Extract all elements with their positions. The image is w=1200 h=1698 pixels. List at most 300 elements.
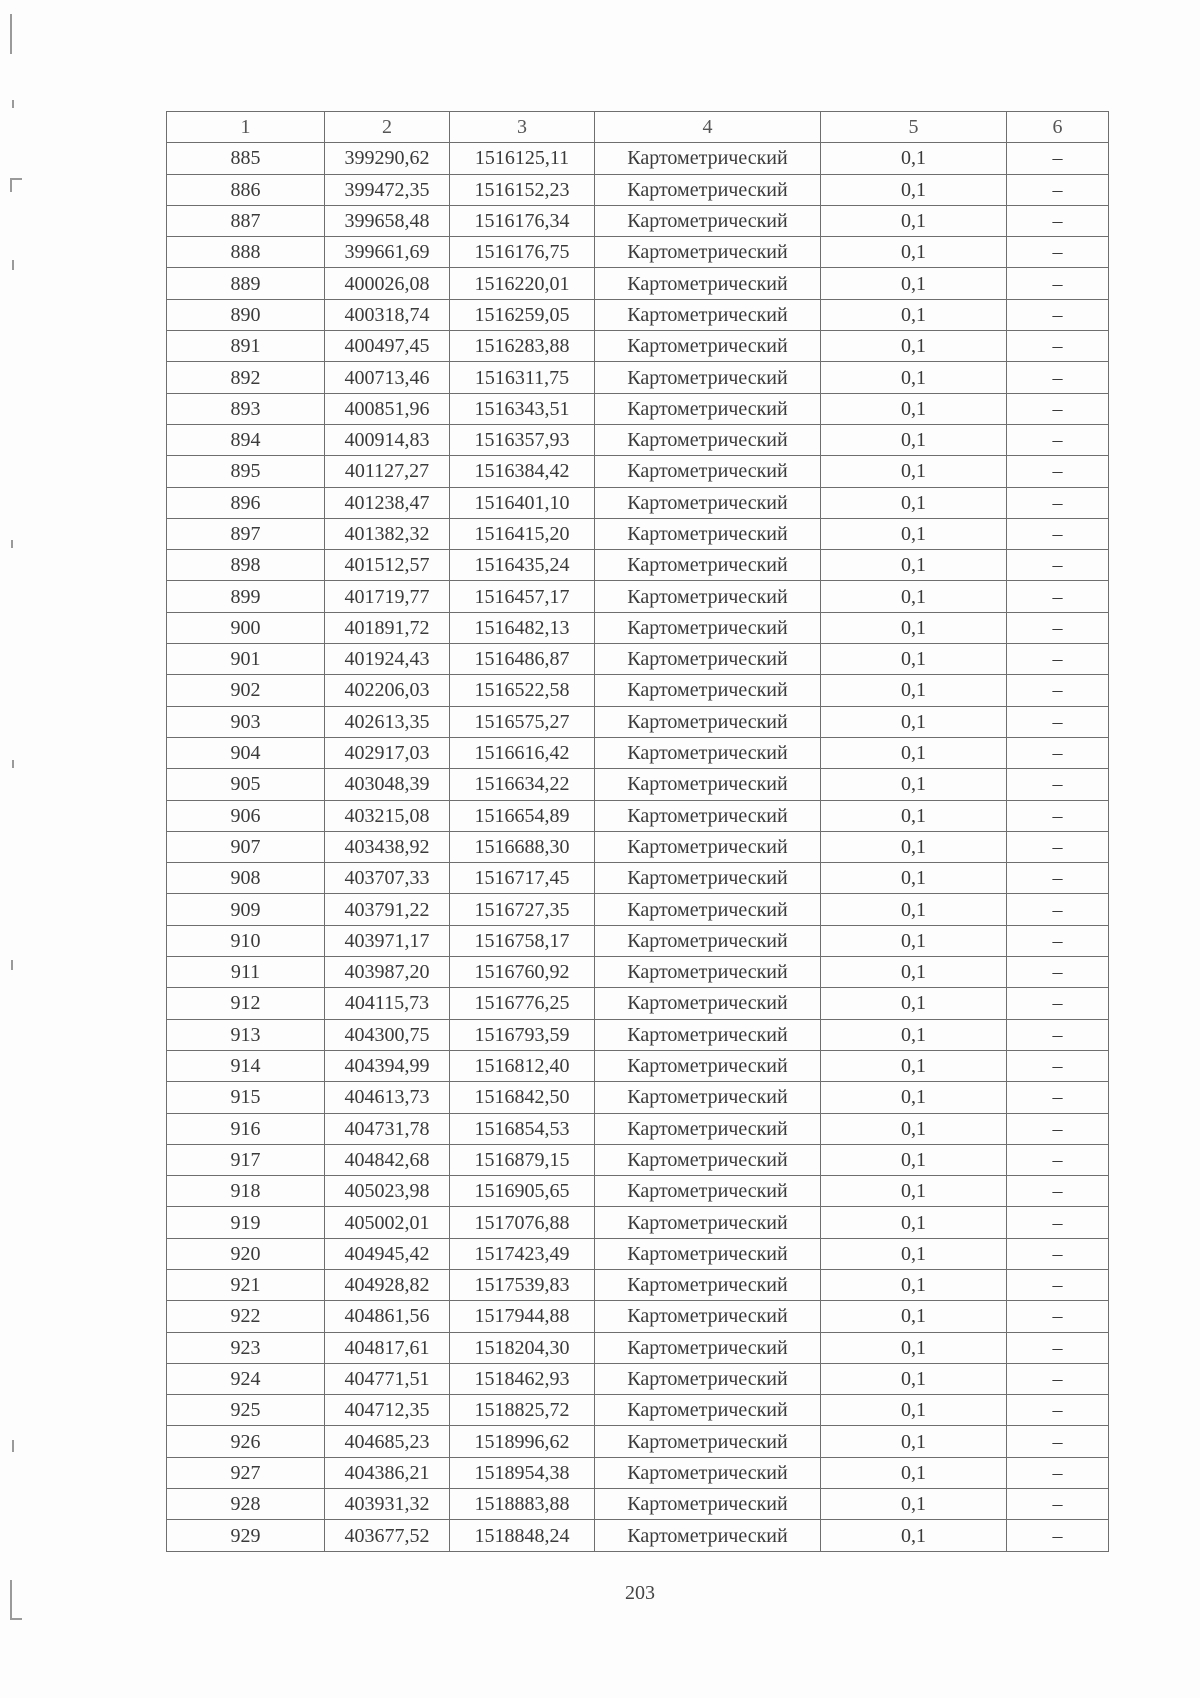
table-row — [167, 1207, 1109, 1238]
coordinate-x-cell: 404771,51 — [325, 1363, 450, 1394]
coordinate-y-cell: 1517423,49 — [450, 1238, 595, 1269]
point-number-cell: 900 — [167, 612, 325, 643]
coordinate-x-cell: 404817,61 — [325, 1332, 450, 1363]
method-cell: Картометрический — [595, 800, 821, 831]
coordinate-x-cell: 401924,43 — [325, 644, 450, 675]
table-row — [167, 550, 1109, 581]
coordinate-x-cell: 400318,74 — [325, 299, 450, 330]
coordinate-x-cell: 401512,57 — [325, 550, 450, 581]
point-number-cell: 917 — [167, 1144, 325, 1175]
accuracy-cell: 0,1 — [821, 612, 1007, 643]
table-row — [167, 331, 1109, 362]
accuracy-cell: 0,1 — [821, 769, 1007, 800]
coordinate-x-cell: 400713,46 — [325, 362, 450, 393]
note-cell: – — [1007, 644, 1109, 675]
coordinate-x-cell: 403438,92 — [325, 831, 450, 862]
point-number-cell: 908 — [167, 863, 325, 894]
accuracy-cell: 0,1 — [821, 925, 1007, 956]
point-number-cell: 921 — [167, 1269, 325, 1300]
table-row — [167, 237, 1109, 268]
coordinate-y-cell: 1516854,53 — [450, 1113, 595, 1144]
note-cell: – — [1007, 769, 1109, 800]
header-col-4: 4 — [595, 112, 821, 143]
table-row — [167, 925, 1109, 956]
note-cell: – — [1007, 1489, 1109, 1520]
method-cell: Картометрический — [595, 1520, 821, 1551]
coordinate-y-cell: 1516760,92 — [450, 957, 595, 988]
point-number-cell: 919 — [167, 1207, 325, 1238]
accuracy-cell: 0,1 — [821, 205, 1007, 236]
coordinate-x-cell: 403791,22 — [325, 894, 450, 925]
note-cell: – — [1007, 737, 1109, 768]
table-row — [167, 1113, 1109, 1144]
coordinate-x-cell: 404945,42 — [325, 1238, 450, 1269]
coordinate-y-cell: 1516401,10 — [450, 487, 595, 518]
table-row — [167, 487, 1109, 518]
coordinate-y-cell: 1517944,88 — [450, 1301, 595, 1332]
coordinate-x-cell: 403707,33 — [325, 863, 450, 894]
coordinate-y-cell: 1516688,30 — [450, 831, 595, 862]
coordinate-y-cell: 1516905,65 — [450, 1176, 595, 1207]
table-row — [167, 174, 1109, 205]
method-cell: Картометрический — [595, 988, 821, 1019]
method-cell: Картометрический — [595, 205, 821, 236]
note-cell: – — [1007, 1520, 1109, 1551]
table-row — [167, 143, 1109, 174]
method-cell: Картометрический — [595, 581, 821, 612]
coordinate-x-cell: 400914,83 — [325, 424, 450, 455]
note-cell: – — [1007, 362, 1109, 393]
accuracy-cell: 0,1 — [821, 1426, 1007, 1457]
point-number-cell: 888 — [167, 237, 325, 268]
coordinate-x-cell: 404928,82 — [325, 1269, 450, 1300]
point-number-cell: 925 — [167, 1395, 325, 1426]
accuracy-cell: 0,1 — [821, 299, 1007, 330]
table-row — [167, 1082, 1109, 1113]
coordinate-x-cell: 401127,27 — [325, 456, 450, 487]
note-cell: – — [1007, 1176, 1109, 1207]
accuracy-cell: 0,1 — [821, 456, 1007, 487]
table-row — [167, 1144, 1109, 1175]
coordinate-x-cell: 404712,35 — [325, 1395, 450, 1426]
accuracy-cell: 0,1 — [821, 143, 1007, 174]
method-cell: Картометрический — [595, 831, 821, 862]
table-row — [167, 1269, 1109, 1300]
method-cell: Картометрический — [595, 769, 821, 800]
coordinate-x-cell: 403971,17 — [325, 925, 450, 956]
coordinate-x-cell: 402613,35 — [325, 706, 450, 737]
table-row — [167, 831, 1109, 862]
accuracy-cell: 0,1 — [821, 894, 1007, 925]
table-row — [167, 1301, 1109, 1332]
note-cell: – — [1007, 1238, 1109, 1269]
point-number-cell: 914 — [167, 1050, 325, 1081]
coordinate-y-cell: 1516575,27 — [450, 706, 595, 737]
point-number-cell: 918 — [167, 1176, 325, 1207]
point-number-cell: 907 — [167, 831, 325, 862]
method-cell: Картометрический — [595, 1301, 821, 1332]
coordinate-x-cell: 399658,48 — [325, 205, 450, 236]
note-cell: – — [1007, 143, 1109, 174]
accuracy-cell: 0,1 — [821, 1082, 1007, 1113]
accuracy-cell: 0,1 — [821, 1269, 1007, 1300]
method-cell: Картометрический — [595, 1363, 821, 1394]
table-row — [167, 800, 1109, 831]
table-row — [167, 424, 1109, 455]
coordinate-x-cell: 404861,56 — [325, 1301, 450, 1332]
coordinate-x-cell: 405002,01 — [325, 1207, 450, 1238]
method-cell: Картометрический — [595, 424, 821, 455]
method-cell: Картометрический — [595, 737, 821, 768]
table-row — [167, 268, 1109, 299]
accuracy-cell: 0,1 — [821, 675, 1007, 706]
accuracy-cell: 0,1 — [821, 1113, 1007, 1144]
accuracy-cell: 0,1 — [821, 1207, 1007, 1238]
table-row — [167, 1363, 1109, 1394]
point-number-cell: 915 — [167, 1082, 325, 1113]
note-cell: – — [1007, 706, 1109, 737]
point-number-cell: 895 — [167, 456, 325, 487]
header-col-5: 5 — [821, 112, 1007, 143]
accuracy-cell: 0,1 — [821, 1332, 1007, 1363]
point-number-cell: 892 — [167, 362, 325, 393]
point-number-cell: 927 — [167, 1457, 325, 1488]
coordinate-y-cell: 1516486,87 — [450, 644, 595, 675]
method-cell: Картометрический — [595, 1489, 821, 1520]
header-col-6: 6 — [1007, 112, 1109, 143]
accuracy-cell: 0,1 — [821, 1363, 1007, 1394]
note-cell: – — [1007, 894, 1109, 925]
coordinate-y-cell: 1518883,88 — [450, 1489, 595, 1520]
method-cell: Картометрический — [595, 331, 821, 362]
accuracy-cell: 0,1 — [821, 268, 1007, 299]
note-cell: – — [1007, 1050, 1109, 1081]
accuracy-cell: 0,1 — [821, 331, 1007, 362]
coordinate-y-cell: 1518825,72 — [450, 1395, 595, 1426]
coordinate-x-cell: 404386,21 — [325, 1457, 450, 1488]
page-number: 203 — [625, 1582, 655, 1604]
method-cell: Картометрический — [595, 1144, 821, 1175]
accuracy-cell: 0,1 — [821, 831, 1007, 862]
note-cell: – — [1007, 331, 1109, 362]
coordinate-x-cell: 399472,35 — [325, 174, 450, 205]
point-number-cell: 916 — [167, 1113, 325, 1144]
coordinate-y-cell: 1518848,24 — [450, 1520, 595, 1551]
coordinate-y-cell: 1518204,30 — [450, 1332, 595, 1363]
method-cell: Картометрический — [595, 1457, 821, 1488]
table-body — [167, 143, 1109, 1551]
accuracy-cell: 0,1 — [821, 550, 1007, 581]
coordinates-table — [166, 111, 1109, 1552]
coordinate-x-cell: 400497,45 — [325, 331, 450, 362]
coordinate-y-cell: 1516776,25 — [450, 988, 595, 1019]
coordinate-x-cell: 404394,99 — [325, 1050, 450, 1081]
accuracy-cell: 0,1 — [821, 487, 1007, 518]
point-number-cell: 896 — [167, 487, 325, 518]
coordinate-x-cell: 402917,03 — [325, 737, 450, 768]
point-number-cell: 894 — [167, 424, 325, 455]
note-cell: – — [1007, 518, 1109, 549]
table-row — [167, 1520, 1109, 1551]
table-row — [167, 737, 1109, 768]
table-row — [167, 1176, 1109, 1207]
coordinate-x-cell: 399290,62 — [325, 143, 450, 174]
coordinate-y-cell: 1516125,11 — [450, 143, 595, 174]
method-cell: Картометрический — [595, 644, 821, 675]
coordinate-x-cell: 404115,73 — [325, 988, 450, 1019]
coordinate-y-cell: 1516727,35 — [450, 894, 595, 925]
accuracy-cell: 0,1 — [821, 1520, 1007, 1551]
table-row — [167, 863, 1109, 894]
table-row — [167, 1395, 1109, 1426]
coordinate-y-cell: 1516634,22 — [450, 769, 595, 800]
point-number-cell: 898 — [167, 550, 325, 581]
coordinate-y-cell: 1518954,38 — [450, 1457, 595, 1488]
coordinate-y-cell: 1516176,75 — [450, 237, 595, 268]
table-row — [167, 706, 1109, 737]
coordinate-y-cell: 1516758,17 — [450, 925, 595, 956]
coordinate-x-cell: 401238,47 — [325, 487, 450, 518]
coordinate-x-cell: 403987,20 — [325, 957, 450, 988]
accuracy-cell: 0,1 — [821, 1050, 1007, 1081]
point-number-cell: 899 — [167, 581, 325, 612]
method-cell: Картометрический — [595, 1082, 821, 1113]
table-row — [167, 1050, 1109, 1081]
point-number-cell: 904 — [167, 737, 325, 768]
accuracy-cell: 0,1 — [821, 1144, 1007, 1175]
accuracy-cell: 0,1 — [821, 362, 1007, 393]
note-cell: – — [1007, 1332, 1109, 1363]
point-number-cell: 911 — [167, 957, 325, 988]
note-cell: – — [1007, 268, 1109, 299]
point-number-cell: 926 — [167, 1426, 325, 1457]
coordinate-x-cell: 400851,96 — [325, 393, 450, 424]
accuracy-cell: 0,1 — [821, 1301, 1007, 1332]
note-cell: – — [1007, 1426, 1109, 1457]
coordinate-y-cell: 1516522,58 — [450, 675, 595, 706]
table-row — [167, 644, 1109, 675]
table-row — [167, 581, 1109, 612]
note-cell: – — [1007, 988, 1109, 1019]
coordinate-y-cell: 1516311,75 — [450, 362, 595, 393]
note-cell: – — [1007, 1082, 1109, 1113]
method-cell: Картометрический — [595, 957, 821, 988]
accuracy-cell: 0,1 — [821, 988, 1007, 1019]
coordinate-x-cell: 401382,32 — [325, 518, 450, 549]
coordinate-x-cell: 404731,78 — [325, 1113, 450, 1144]
coordinate-y-cell: 1516384,42 — [450, 456, 595, 487]
point-number-cell: 913 — [167, 1019, 325, 1050]
table-row — [167, 675, 1109, 706]
accuracy-cell: 0,1 — [821, 1238, 1007, 1269]
header-col-3: 3 — [450, 112, 595, 143]
note-cell: – — [1007, 612, 1109, 643]
coordinate-y-cell: 1516259,05 — [450, 299, 595, 330]
coordinate-x-cell: 403048,39 — [325, 769, 450, 800]
point-number-cell: 890 — [167, 299, 325, 330]
method-cell: Картометрический — [595, 237, 821, 268]
point-number-cell: 889 — [167, 268, 325, 299]
method-cell: Картометрический — [595, 894, 821, 925]
coordinate-y-cell: 1516482,13 — [450, 612, 595, 643]
point-number-cell: 891 — [167, 331, 325, 362]
coordinate-y-cell: 1516717,45 — [450, 863, 595, 894]
note-cell: – — [1007, 1395, 1109, 1426]
header-col-1: 1 — [167, 112, 325, 143]
accuracy-cell: 0,1 — [821, 393, 1007, 424]
method-cell: Картометрический — [595, 518, 821, 549]
accuracy-cell: 0,1 — [821, 518, 1007, 549]
coordinate-y-cell: 1516616,42 — [450, 737, 595, 768]
note-cell: – — [1007, 205, 1109, 236]
note-cell: – — [1007, 393, 1109, 424]
coordinate-x-cell: 401719,77 — [325, 581, 450, 612]
method-cell: Картометрический — [595, 1050, 821, 1081]
note-cell: – — [1007, 581, 1109, 612]
coordinate-x-cell: 403215,08 — [325, 800, 450, 831]
coordinate-y-cell: 1516842,50 — [450, 1082, 595, 1113]
accuracy-cell: 0,1 — [821, 581, 1007, 612]
point-number-cell: 920 — [167, 1238, 325, 1269]
accuracy-cell: 0,1 — [821, 174, 1007, 205]
coordinate-x-cell: 403677,52 — [325, 1520, 450, 1551]
note-cell: – — [1007, 675, 1109, 706]
coordinate-y-cell: 1516654,89 — [450, 800, 595, 831]
note-cell: – — [1007, 424, 1109, 455]
table-row — [167, 1457, 1109, 1488]
point-number-cell: 885 — [167, 143, 325, 174]
coordinate-x-cell: 404300,75 — [325, 1019, 450, 1050]
coordinate-x-cell: 403931,32 — [325, 1489, 450, 1520]
method-cell: Картометрический — [595, 1395, 821, 1426]
table-row — [167, 205, 1109, 236]
accuracy-cell: 0,1 — [821, 237, 1007, 268]
note-cell: – — [1007, 1144, 1109, 1175]
method-cell: Картометрический — [595, 612, 821, 643]
coordinate-y-cell: 1516812,40 — [450, 1050, 595, 1081]
method-cell: Картометрический — [595, 174, 821, 205]
method-cell: Картометрический — [595, 1019, 821, 1050]
note-cell: – — [1007, 1269, 1109, 1300]
point-number-cell: 922 — [167, 1301, 325, 1332]
method-cell: Картометрический — [595, 268, 821, 299]
method-cell: Картометрический — [595, 1176, 821, 1207]
point-number-cell: 923 — [167, 1332, 325, 1363]
table-row — [167, 1019, 1109, 1050]
coordinate-y-cell: 1516457,17 — [450, 581, 595, 612]
coordinate-x-cell: 404842,68 — [325, 1144, 450, 1175]
accuracy-cell: 0,1 — [821, 1019, 1007, 1050]
coordinate-y-cell: 1516415,20 — [450, 518, 595, 549]
method-cell: Картометрический — [595, 1207, 821, 1238]
note-cell: – — [1007, 925, 1109, 956]
method-cell: Картометрический — [595, 925, 821, 956]
note-cell: – — [1007, 487, 1109, 518]
method-cell: Картометрический — [595, 863, 821, 894]
coordinate-y-cell: 1518462,93 — [450, 1363, 595, 1394]
method-cell: Картометрический — [595, 1238, 821, 1269]
table-row — [167, 769, 1109, 800]
accuracy-cell: 0,1 — [821, 424, 1007, 455]
accuracy-cell: 0,1 — [821, 1176, 1007, 1207]
method-cell: Картометрический — [595, 393, 821, 424]
table-row — [167, 1489, 1109, 1520]
point-number-cell: 924 — [167, 1363, 325, 1394]
accuracy-cell: 0,1 — [821, 737, 1007, 768]
coordinate-x-cell: 404613,73 — [325, 1082, 450, 1113]
coordinate-x-cell: 399661,69 — [325, 237, 450, 268]
method-cell: Картометрический — [595, 456, 821, 487]
table-row — [167, 393, 1109, 424]
method-cell: Картометрический — [595, 675, 821, 706]
accuracy-cell: 0,1 — [821, 957, 1007, 988]
point-number-cell: 910 — [167, 925, 325, 956]
note-cell: – — [1007, 1457, 1109, 1488]
note-cell: – — [1007, 237, 1109, 268]
coordinate-y-cell: 1516176,34 — [450, 205, 595, 236]
coordinate-x-cell: 402206,03 — [325, 675, 450, 706]
coordinate-y-cell: 1516343,51 — [450, 393, 595, 424]
coordinate-y-cell: 1516220,01 — [450, 268, 595, 299]
coordinate-y-cell: 1517076,88 — [450, 1207, 595, 1238]
point-number-cell: 928 — [167, 1489, 325, 1520]
table-row — [167, 1332, 1109, 1363]
point-number-cell: 901 — [167, 644, 325, 675]
point-number-cell: 893 — [167, 393, 325, 424]
coordinate-x-cell: 405023,98 — [325, 1176, 450, 1207]
coordinate-x-cell: 400026,08 — [325, 268, 450, 299]
coordinate-y-cell: 1516283,88 — [450, 331, 595, 362]
note-cell: – — [1007, 1363, 1109, 1394]
accuracy-cell: 0,1 — [821, 1489, 1007, 1520]
note-cell: – — [1007, 1301, 1109, 1332]
note-cell: – — [1007, 1019, 1109, 1050]
method-cell: Картометрический — [595, 299, 821, 330]
coordinate-y-cell: 1516357,93 — [450, 424, 595, 455]
coordinate-y-cell: 1516152,23 — [450, 174, 595, 205]
coordinate-y-cell: 1516879,15 — [450, 1144, 595, 1175]
method-cell: Картометрический — [595, 1113, 821, 1144]
table-row — [167, 1426, 1109, 1457]
point-number-cell: 912 — [167, 988, 325, 1019]
note-cell: – — [1007, 299, 1109, 330]
method-cell: Картометрический — [595, 1332, 821, 1363]
method-cell: Картометрический — [595, 487, 821, 518]
point-number-cell: 886 — [167, 174, 325, 205]
note-cell: – — [1007, 800, 1109, 831]
note-cell: – — [1007, 863, 1109, 894]
point-number-cell: 906 — [167, 800, 325, 831]
table-row — [167, 957, 1109, 988]
coordinate-x-cell: 404685,23 — [325, 1426, 450, 1457]
point-number-cell: 903 — [167, 706, 325, 737]
note-cell: – — [1007, 456, 1109, 487]
table-row — [167, 894, 1109, 925]
accuracy-cell: 0,1 — [821, 863, 1007, 894]
point-number-cell: 887 — [167, 205, 325, 236]
table-row — [167, 612, 1109, 643]
point-number-cell: 902 — [167, 675, 325, 706]
coordinate-x-cell: 401891,72 — [325, 612, 450, 643]
method-cell: Картометрический — [595, 550, 821, 581]
method-cell: Картометрический — [595, 1426, 821, 1457]
accuracy-cell: 0,1 — [821, 800, 1007, 831]
point-number-cell: 929 — [167, 1520, 325, 1551]
table-header-row — [167, 112, 1109, 143]
note-cell: – — [1007, 831, 1109, 862]
accuracy-cell: 0,1 — [821, 706, 1007, 737]
note-cell: – — [1007, 957, 1109, 988]
